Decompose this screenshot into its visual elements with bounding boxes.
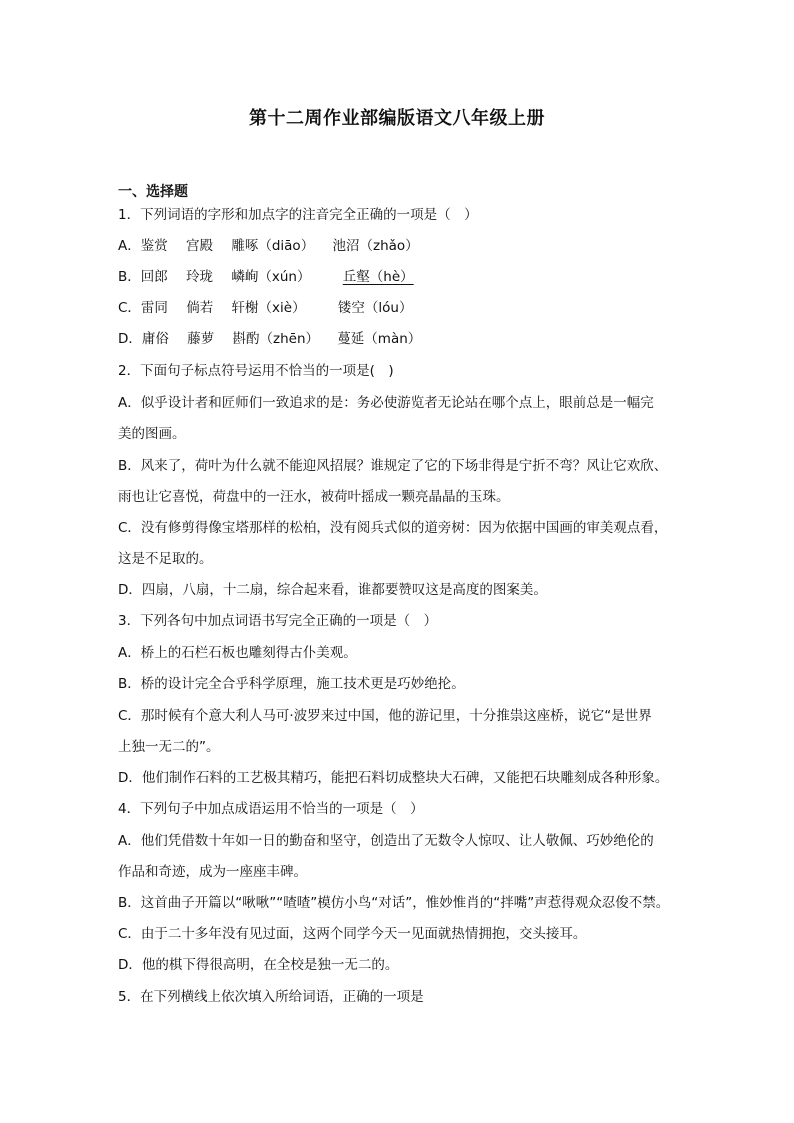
q1-option-c	[118, 298, 412, 318]
q1-option-d	[118, 329, 421, 349]
q1-option-a	[118, 236, 419, 256]
q4-stem: 4．下列句子中加点成语运用不恰当的一项是（ ）	[118, 801, 424, 817]
q1-a-word1: A．鉴赏	[118, 238, 168, 254]
q1-c-word1: C．雷同	[118, 300, 168, 316]
q3-stem: 3．下列各句中加点词语书写完全正确的一项是（ ）	[118, 613, 438, 629]
q3-option-b: B．桥的设计完全合乎科学原理，施工技术更是巧妙绝抡。	[118, 676, 465, 692]
q2-option-c-line1: C．没有修剪得像宝塔那样的松柏，没有阅兵式似的道旁树：因为依据中国画的审美观点看，	[118, 520, 668, 536]
q4-option-c: C．由于二十多年没有见过面，这两个同学今天一见面就热情拥抱，交头接耳。	[118, 926, 587, 942]
q4-option-a-line1: A．他们凭借数十年如一日的勤奋和坚守，创造出了无数令人惊叹、让人敬佩、巧妙绝伦的	[118, 833, 654, 849]
q1-b-word4: 丘壑（hè）	[342, 269, 414, 285]
q1-a-word3: 雕啄（diāo）	[231, 238, 315, 254]
q1-b-word2: 玲珑	[186, 269, 214, 285]
q3-option-a: A．桥上的石栏石板也雕刻得古仆美观。	[118, 645, 357, 661]
q4-option-b: B．这首曲子开篇以“啾啾”“喳喳”模仿小鸟“对话”，惟妙惟肖的“拌嘴”声惹得观众忍俊不禁。	[118, 895, 670, 911]
q1-a-word2: 宫殿	[186, 238, 214, 254]
q2-option-b-line2: 雨也让它喜悦，荷盘中的一汪水，被荷叶摇成一颗亮晶晶的玉珠。	[118, 489, 510, 505]
section-heading: 一、选择题	[118, 184, 188, 200]
q1-d-word3: 斟酌（zhēn）	[232, 331, 320, 347]
q2-option-c-line2: 这是不足取的。	[118, 551, 213, 567]
q4-option-a-line2: 作品和奇迹，成为一座座丰碑。	[118, 864, 307, 880]
q1-c-word3: 轩榭（xiè）	[231, 300, 306, 316]
q2-option-d: D．四扇，八扇，十二扇，综合起来看，谁都要赞叹这是高度的图案美。	[118, 582, 547, 598]
page-title: 第十二周作业部编版语文八年级上册	[249, 108, 545, 129]
q5-stem: 5．在下列横线上依次填入所给词语，正确的一项是	[118, 989, 424, 1005]
q1-b-word1: B．回郎	[118, 269, 168, 285]
q2-stem: 2．下面句子标点符号运用不恰当的一项是( )	[118, 363, 394, 379]
q1-d-word2: 藤萝	[187, 331, 215, 347]
q1-d-word1: D．庸俗	[118, 331, 169, 347]
q1-d-word4: 蔓延（màn）	[337, 331, 422, 347]
q2-option-a-line1: A．似乎设计者和匠师们一致追求的是：务必使游览者无论站在哪个点上，眼前总是一幅完	[118, 395, 654, 411]
q4-option-d: D．他的棋下得很高明，在全校是独一无二的。	[118, 957, 399, 973]
q2-option-b-line1: B．风来了，荷叶为什么就不能迎风招展？谁规定了它的下场非得是宁折不弯？风让它欢欣、	[118, 458, 668, 474]
q1-c-word4: 镂空（lóu）	[337, 300, 413, 316]
q1-stem: 1．下列词语的字形和加点字的注音完全正确的一项是（ ）	[118, 207, 478, 223]
q1-a-word4: 池沼（zhǎo）	[332, 238, 419, 254]
q3-option-c-line1: C．那时候有个意大利人马可·波罗来过中国，他的游记里，十分推祟这座桥，说它“是世界	[118, 708, 652, 724]
q1-b-word3: 嶙峋（xún）	[231, 269, 311, 285]
q3-option-d: D．他们制作石料的工艺极其精巧，能把石料切成整块大石碑，又能把石块雕刻成各种形象。	[118, 770, 669, 786]
q2-option-a-line2: 美的图画。	[118, 426, 186, 442]
q1-c-word2: 倘若	[186, 300, 214, 316]
q1-option-b	[118, 267, 414, 287]
q3-option-c-line2: 上独一无二的”。	[118, 739, 220, 755]
